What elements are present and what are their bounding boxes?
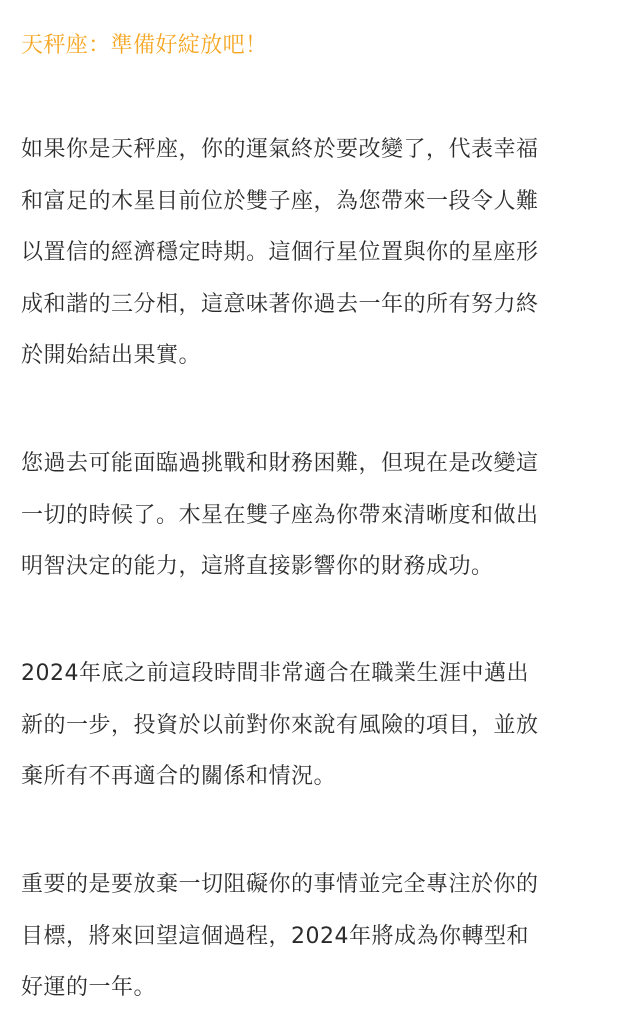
paragraph-line: 目標，將來回望這個過程，2024年將成為你轉型和	[21, 923, 529, 949]
paragraph-line: 您過去可能面臨過挑戰和財務困難，但現在是改變這	[21, 451, 539, 476]
paragraph-line: 如果你是天秤座，你的運氣終於要改變了，代表幸福	[21, 137, 539, 162]
paragraph-2	[21, 438, 539, 593]
paragraph-line: 於開始結出果實。	[21, 343, 202, 368]
paragraph-1	[21, 124, 539, 382]
paragraph-4	[21, 859, 539, 1014]
paragraph-line: 新的一步，投資於以前對你來說有風險的項目，並放	[21, 712, 539, 738]
paragraph-line: 和富足的木星目前位於雙子座，為您帶來一段令人難	[21, 188, 539, 214]
paragraph-line: 好運的一年。	[21, 975, 157, 1000]
paragraph-line: 成和諧的三分相，這意味著你過去一年的所有努力終	[21, 291, 539, 317]
paragraph-line: 重要的是要放棄一切阻礙你的事情並完全專注於你的	[21, 872, 539, 897]
paragraph-line: 一切的時候了。木星在雙子座為你帶來清晰度和做出	[21, 502, 539, 528]
paragraph-3	[21, 648, 539, 803]
article-heading: 天秤座：準備好綻放吧！	[21, 33, 268, 58]
paragraph-line: 以置信的經濟穩定時期。這個行星位置與你的星座形	[21, 240, 539, 265]
paragraph-line: 棄所有不再適合的關係和情況。	[21, 764, 337, 789]
paragraph-line: 2024年底之前這段時間非常適合在職業生涯中邁出	[21, 661, 529, 686]
paragraph-line: 明智決定的能力，這將直接影響你的財務成功。	[21, 554, 494, 579]
